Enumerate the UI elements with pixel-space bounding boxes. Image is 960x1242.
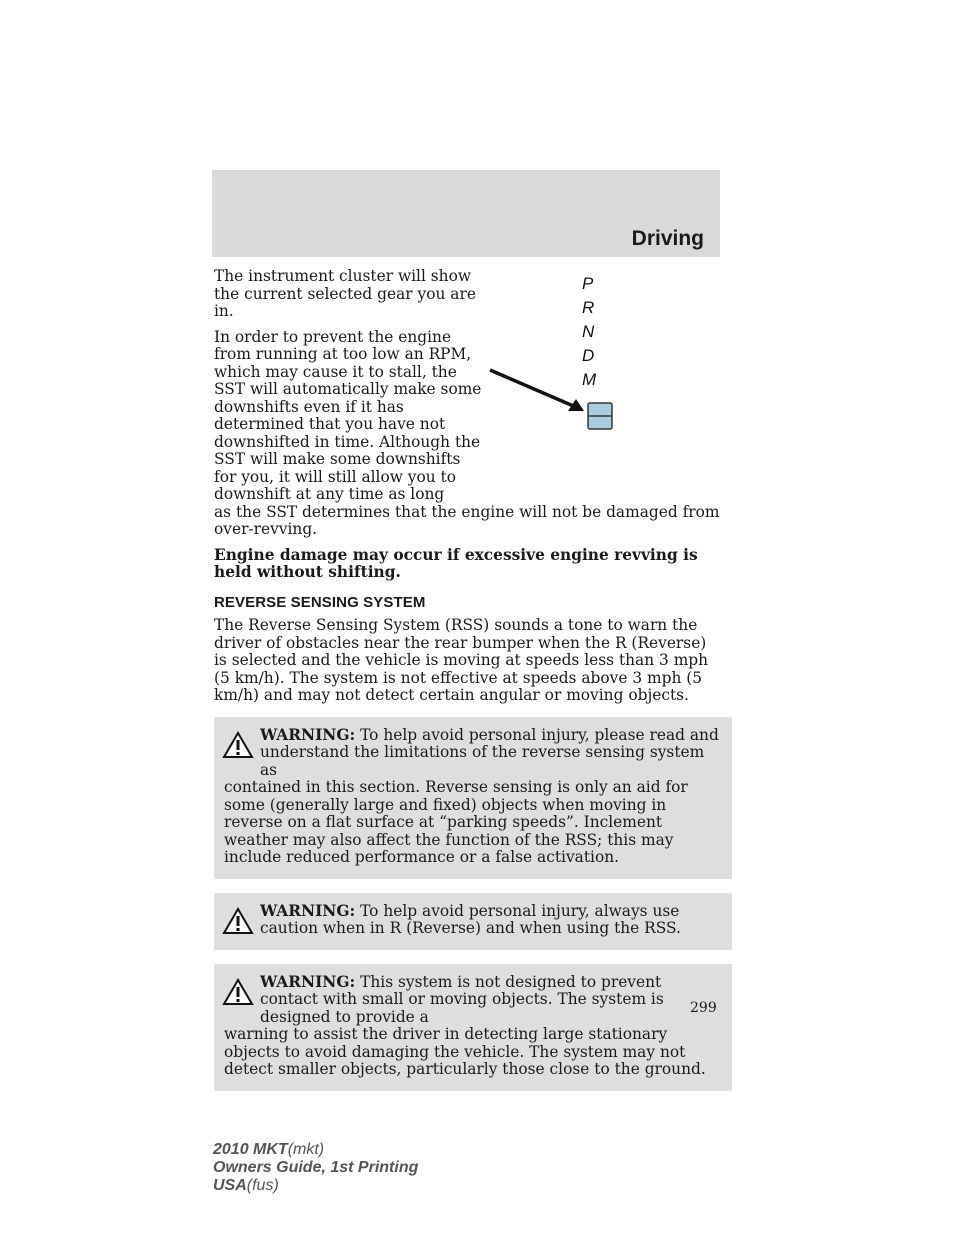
warning-label: WARNING: [260,972,356,991]
footer-model-code: (mkt) [287,1141,325,1158]
warning-1-first-text: To help avoid personal injury, please read and understand the limitations of the reverse sensing system as [260,725,719,779]
warning-box-3 [214,964,732,1091]
footer-region: USA [213,1177,247,1194]
warning-text-1-rest: contained in this section. Reverse sensing is only an aid for some (generally large and fixed) objects when moving in reverse on a flat surface at “parking speeds”. Inclement weather may also affect the function of the RSS; this may include reduced performance or a false activation. [224,778,688,866]
document-footer [213,1141,418,1195]
warning-text-2-first [224,903,720,938]
footer-edition: Owners Guide, 1st Printing [213,1159,419,1176]
heading-reverse-sensing: REVERSE SENSING SYSTEM [214,593,426,611]
gear-label-d: D [582,346,595,365]
section-title: Driving [631,227,704,250]
warning-triangle-icon [222,907,254,935]
paragraph-cluster: The instrument cluster will show the current selected gear you are in. [214,267,476,320]
gear-label-m: M [582,370,597,389]
paragraph-downshift-rest: as the SST determines that the engine will not be damaged from over-revving. [214,502,720,538]
warning-triangle-icon [222,978,254,1006]
warning-label: WARNING: [260,725,356,744]
section-header-band [212,170,720,257]
paragraph-engine-damage: Engine damage may occur if excessive engine revving is held without shifting. [214,545,698,581]
page-content [214,268,724,1105]
warning-text-3-first [224,974,720,1027]
warning-label: WARNING: [260,901,356,920]
warning-box-2 [214,893,732,950]
footer-model: 2010 MKT [213,1141,288,1158]
gear-label-n: N [582,322,595,341]
footer-region-code: (fus) [246,1177,279,1194]
paragraph-downshift-wrap: In order to prevent the engine from running at too low an RPM, which may cause it to stall, the SST will automatically make some downshifts even if it has determined that you have not downshifted in time. Although the SST will make some downshifts for you, it will still allow you to downshift at any time as long [214,327,482,503]
warning-box-1 [214,717,732,879]
paragraph-downshift [214,329,724,539]
paragraph-rss: The Reverse Sensing System (RSS) sounds a tone to warn the driver of obstacles near the rear bumper when the R (Reverse) is selected and the vehicle is moving at speeds less than 3 mph (5 km/h). The system is not effective at speeds above 3 mph (5 km/h) and may not detect certain angular or moving objects. [214,616,709,704]
warning-text-3-rest: warning to assist the driver in detecting large stationary objects to avoid damaging the vehicle. The system may not detect smaller objects, particularly those close to the ground. [224,1025,706,1078]
gear-label-p: P [582,274,594,293]
warning-triangle-icon [222,731,254,759]
warning-text-1-first [224,727,720,780]
gear-label-r: R [582,298,595,317]
warning-2-first-text: To help avoid personal injury, always use caution when in R (Reverse) and when using the RSS. [260,901,681,937]
warning-3-first-text: This system is not designed to prevent contact with small or moving objects. The system is designed to provide a [260,972,664,1026]
page-number: 299 [690,1000,717,1016]
